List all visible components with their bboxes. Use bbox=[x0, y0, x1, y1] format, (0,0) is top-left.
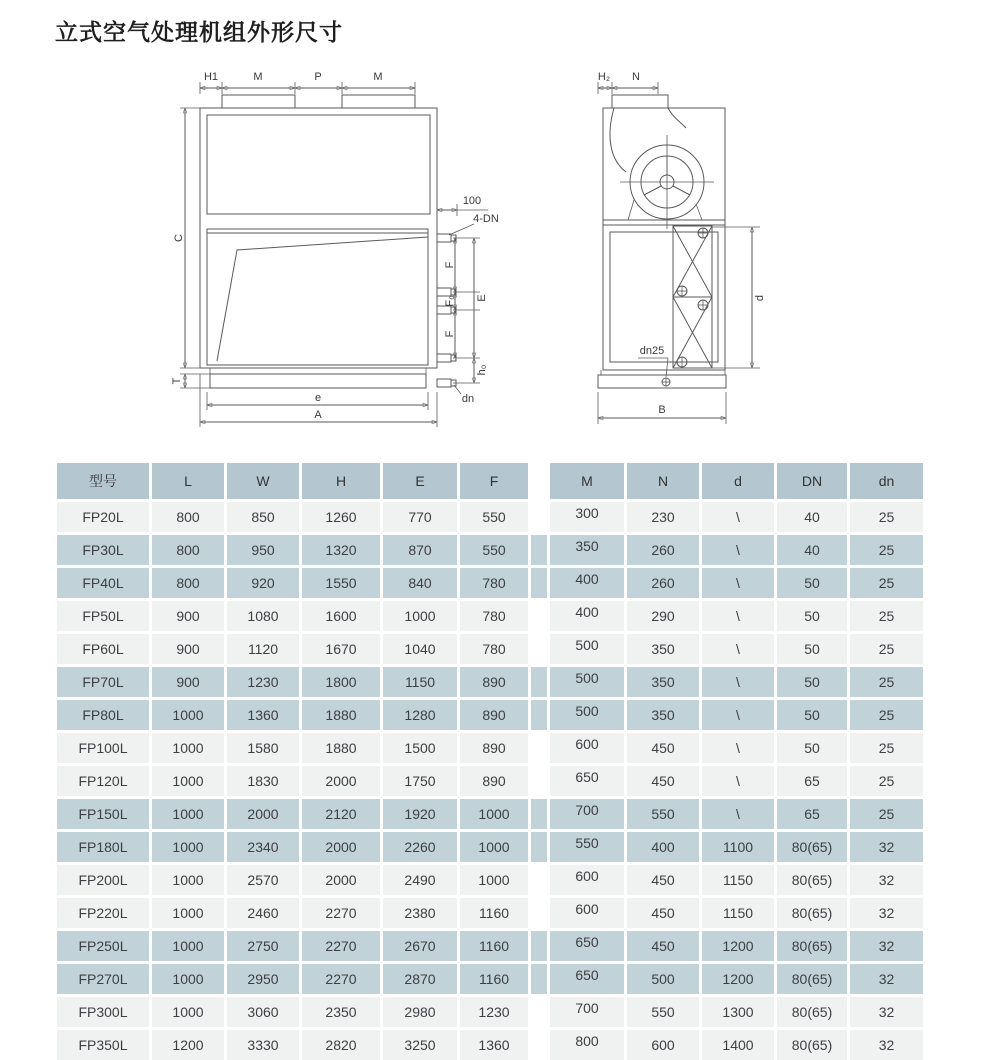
dim-label-m-right: M bbox=[373, 71, 383, 83]
value-cell: 1000 bbox=[383, 601, 457, 631]
value-cell: \ bbox=[702, 766, 774, 796]
value-cell: 800 bbox=[152, 502, 224, 532]
value-cell: 1000 bbox=[152, 766, 224, 796]
value-cell: 25 bbox=[850, 601, 923, 631]
value-cell: 700 bbox=[550, 997, 624, 1027]
value-cell: 25 bbox=[850, 799, 923, 829]
value-cell: 1150 bbox=[383, 667, 457, 697]
value-cell: 500 bbox=[550, 700, 624, 730]
dim-e-A bbox=[200, 374, 437, 427]
value-cell: 1000 bbox=[152, 733, 224, 763]
coil-column bbox=[673, 226, 712, 368]
value-cell: 2870 bbox=[383, 964, 457, 994]
value-cell: 50 bbox=[777, 634, 847, 664]
dim-label-4dn: 4-DN bbox=[473, 213, 499, 225]
table-row bbox=[57, 865, 923, 895]
value-cell: 890 bbox=[460, 667, 528, 697]
upper-panel bbox=[207, 115, 430, 214]
value-cell: 1000 bbox=[152, 832, 224, 862]
value-cell: 890 bbox=[460, 700, 528, 730]
value-cell: 350 bbox=[627, 634, 699, 664]
dim-label-t: T bbox=[171, 377, 183, 385]
base-channel bbox=[210, 368, 426, 388]
value-cell: 1000 bbox=[152, 799, 224, 829]
value-cell: 900 bbox=[152, 667, 224, 697]
value-cell: \ bbox=[702, 733, 774, 763]
dim-label-f-bottom: F bbox=[444, 330, 456, 338]
value-cell: 1000 bbox=[460, 832, 528, 862]
value-cell: 50 bbox=[777, 700, 847, 730]
dim-label-b: B bbox=[658, 404, 666, 416]
value-cell: 2270 bbox=[302, 898, 380, 928]
value-cell: 840 bbox=[383, 568, 457, 598]
value-cell: 32 bbox=[850, 898, 923, 928]
value-cell: 1000 bbox=[460, 799, 528, 829]
value-cell: 32 bbox=[850, 964, 923, 994]
value-cell: \ bbox=[702, 502, 774, 532]
model-cell: FP100L bbox=[57, 733, 149, 763]
column-gap bbox=[531, 832, 547, 862]
value-cell: 450 bbox=[627, 898, 699, 928]
model-cell: FP300L bbox=[57, 997, 149, 1027]
value-cell: \ bbox=[702, 667, 774, 697]
value-cell: 550 bbox=[460, 535, 528, 565]
value-cell: 50 bbox=[777, 568, 847, 598]
value-cell: 260 bbox=[627, 535, 699, 565]
value-cell: 350 bbox=[550, 535, 624, 565]
value-cell: 1600 bbox=[302, 601, 380, 631]
value-cell: 1200 bbox=[702, 964, 774, 994]
dim-label-f0: F₀ bbox=[444, 295, 456, 307]
value-cell: 1000 bbox=[152, 997, 224, 1027]
value-cell: 2270 bbox=[302, 931, 380, 961]
value-cell: 2350 bbox=[302, 997, 380, 1027]
value-cell: 2000 bbox=[302, 766, 380, 796]
value-cell: 2490 bbox=[383, 865, 457, 895]
dim-label-d: d bbox=[754, 294, 766, 302]
value-cell: 600 bbox=[550, 898, 624, 928]
value-cell: 2340 bbox=[227, 832, 299, 862]
value-cell: 300 bbox=[550, 502, 624, 532]
column-header-H: H bbox=[302, 463, 380, 499]
value-cell: 450 bbox=[627, 865, 699, 895]
dim-label-f-top: F bbox=[444, 261, 456, 269]
value-cell: 1150 bbox=[702, 898, 774, 928]
table-row bbox=[57, 931, 923, 961]
model-cell: FP30L bbox=[57, 535, 149, 565]
value-cell: 780 bbox=[460, 601, 528, 631]
value-cell: 80(65) bbox=[777, 1030, 847, 1060]
table-row bbox=[57, 799, 923, 829]
column-gap bbox=[531, 799, 547, 829]
value-cell: 2000 bbox=[302, 865, 380, 895]
value-cell: 870 bbox=[383, 535, 457, 565]
value-cell: 1360 bbox=[460, 1030, 528, 1060]
column-gap bbox=[531, 502, 547, 532]
damper-line bbox=[217, 237, 428, 361]
dim-label-c: C bbox=[173, 234, 185, 242]
value-cell: 1000 bbox=[460, 865, 528, 895]
value-cell: 25 bbox=[850, 634, 923, 664]
column-gap bbox=[531, 601, 547, 631]
value-cell: 1400 bbox=[702, 1030, 774, 1060]
value-cell: 400 bbox=[550, 568, 624, 598]
value-cell: 32 bbox=[850, 865, 923, 895]
callout-dn bbox=[454, 385, 474, 405]
value-cell: 40 bbox=[777, 502, 847, 532]
top-flange-left bbox=[222, 95, 295, 108]
dim-F-chain bbox=[444, 238, 480, 358]
value-cell: 1280 bbox=[383, 700, 457, 730]
value-cell: 1000 bbox=[152, 931, 224, 961]
dim-label-e-cap: E bbox=[476, 294, 488, 302]
value-cell: 700 bbox=[550, 799, 624, 829]
table-row bbox=[57, 832, 923, 862]
top-dimension-chain bbox=[200, 71, 415, 94]
table-row bbox=[57, 733, 923, 763]
model-cell: FP150L bbox=[57, 799, 149, 829]
value-cell: 1120 bbox=[227, 634, 299, 664]
value-cell: 1000 bbox=[152, 964, 224, 994]
value-cell: 1260 bbox=[302, 502, 380, 532]
value-cell: 1160 bbox=[460, 964, 528, 994]
value-cell: 1160 bbox=[460, 898, 528, 928]
column-header-M: M bbox=[550, 463, 624, 499]
value-cell: \ bbox=[702, 634, 774, 664]
table-row bbox=[57, 568, 923, 598]
value-cell: 2000 bbox=[302, 832, 380, 862]
value-cell: 550 bbox=[627, 799, 699, 829]
value-cell: 3330 bbox=[227, 1030, 299, 1060]
value-cell: 450 bbox=[627, 733, 699, 763]
column-gap bbox=[531, 898, 547, 928]
value-cell: 2460 bbox=[227, 898, 299, 928]
column-gap bbox=[531, 634, 547, 664]
value-cell: 400 bbox=[550, 601, 624, 631]
dim-T bbox=[171, 374, 210, 388]
model-cell: FP180L bbox=[57, 832, 149, 862]
column-gap bbox=[531, 667, 547, 697]
value-cell: 2950 bbox=[227, 964, 299, 994]
table-row bbox=[57, 766, 923, 796]
value-cell: \ bbox=[702, 601, 774, 631]
value-cell: 32 bbox=[850, 832, 923, 862]
value-cell: 1580 bbox=[227, 733, 299, 763]
dim-label-h0: h₀ bbox=[476, 364, 488, 376]
value-cell: 890 bbox=[460, 733, 528, 763]
column-gap bbox=[531, 964, 547, 994]
column-gap bbox=[531, 865, 547, 895]
value-cell: 2980 bbox=[383, 997, 457, 1027]
value-cell: 3250 bbox=[383, 1030, 457, 1060]
value-cell: 1830 bbox=[227, 766, 299, 796]
value-cell: 80(65) bbox=[777, 865, 847, 895]
value-cell: 2260 bbox=[383, 832, 457, 862]
column-gap bbox=[531, 1030, 547, 1060]
value-cell: 50 bbox=[777, 667, 847, 697]
table-header bbox=[57, 463, 923, 499]
column-header-E: E bbox=[383, 463, 457, 499]
fan bbox=[610, 108, 714, 229]
value-cell: 65 bbox=[777, 799, 847, 829]
value-cell: 650 bbox=[550, 931, 624, 961]
value-cell: 1000 bbox=[152, 898, 224, 928]
value-cell: 80(65) bbox=[777, 898, 847, 928]
value-cell: 40 bbox=[777, 535, 847, 565]
column-gap bbox=[531, 997, 547, 1027]
column-gap bbox=[531, 931, 547, 961]
cabinet-outline bbox=[200, 108, 437, 368]
pipe-stubs bbox=[437, 234, 456, 387]
value-cell: \ bbox=[702, 799, 774, 829]
value-cell: 1100 bbox=[702, 832, 774, 862]
value-cell: 1040 bbox=[383, 634, 457, 664]
value-cell: 350 bbox=[627, 667, 699, 697]
value-cell: 80(65) bbox=[777, 997, 847, 1027]
column-header-L: L bbox=[152, 463, 224, 499]
value-cell: 900 bbox=[152, 634, 224, 664]
model-cell: FP120L bbox=[57, 766, 149, 796]
value-cell: 500 bbox=[627, 964, 699, 994]
page-title: 立式空气处理机组外形尺寸 bbox=[55, 19, 343, 45]
dim-label-e: e bbox=[314, 392, 322, 404]
value-cell: 2670 bbox=[383, 931, 457, 961]
model-cell: FP60L bbox=[57, 634, 149, 664]
value-cell: 780 bbox=[460, 568, 528, 598]
value-cell: 25 bbox=[850, 733, 923, 763]
column-gap bbox=[531, 766, 547, 796]
dimensions-table bbox=[54, 460, 926, 1060]
model-cell: FP80L bbox=[57, 700, 149, 730]
column-header-F: F bbox=[460, 463, 528, 499]
value-cell: 1300 bbox=[702, 997, 774, 1027]
value-cell: 780 bbox=[460, 634, 528, 664]
column-gap bbox=[531, 535, 547, 565]
value-cell: 1000 bbox=[152, 865, 224, 895]
value-cell: 1200 bbox=[152, 1030, 224, 1060]
value-cell: 50 bbox=[777, 601, 847, 631]
column-gap bbox=[531, 463, 547, 499]
value-cell: 1750 bbox=[383, 766, 457, 796]
side-flange bbox=[612, 95, 668, 108]
value-cell: 1360 bbox=[227, 700, 299, 730]
value-cell: 850 bbox=[227, 502, 299, 532]
dim-d bbox=[712, 227, 766, 368]
value-cell: 2380 bbox=[383, 898, 457, 928]
table-row bbox=[57, 964, 923, 994]
table-row bbox=[57, 634, 923, 664]
value-cell: 920 bbox=[227, 568, 299, 598]
dim-B bbox=[598, 392, 726, 424]
column-gap bbox=[531, 700, 547, 730]
model-cell: FP50L bbox=[57, 601, 149, 631]
value-cell: 900 bbox=[152, 601, 224, 631]
value-cell: 600 bbox=[627, 1030, 699, 1060]
column-header-型号: 型号 bbox=[57, 463, 149, 499]
table-row bbox=[57, 898, 923, 928]
table-row bbox=[57, 997, 923, 1027]
dim-H2-N bbox=[598, 71, 658, 94]
value-cell: \ bbox=[702, 700, 774, 730]
front-view-diagram bbox=[158, 62, 503, 444]
value-cell: 1150 bbox=[702, 865, 774, 895]
model-cell: FP20L bbox=[57, 502, 149, 532]
value-cell: 2820 bbox=[302, 1030, 380, 1060]
column-header-N: N bbox=[627, 463, 699, 499]
value-cell: 25 bbox=[850, 700, 923, 730]
value-cell: 80(65) bbox=[777, 931, 847, 961]
column-gap bbox=[531, 733, 547, 763]
dim-label-m-left: M bbox=[253, 71, 263, 83]
value-cell: 1800 bbox=[302, 667, 380, 697]
value-cell: 600 bbox=[550, 733, 624, 763]
value-cell: 290 bbox=[627, 601, 699, 631]
value-cell: 2120 bbox=[302, 799, 380, 829]
value-cell: 32 bbox=[850, 931, 923, 961]
value-cell: 600 bbox=[550, 865, 624, 895]
value-cell: 25 bbox=[850, 766, 923, 796]
column-header-W: W bbox=[227, 463, 299, 499]
value-cell: 450 bbox=[627, 931, 699, 961]
table-row bbox=[57, 667, 923, 697]
value-cell: 25 bbox=[850, 502, 923, 532]
dim-label-100: 100 bbox=[462, 195, 482, 207]
dim-label-p: P bbox=[314, 71, 322, 83]
value-cell: 50 bbox=[777, 733, 847, 763]
table-row bbox=[57, 502, 923, 532]
value-cell: 1670 bbox=[302, 634, 380, 664]
value-cell: 800 bbox=[550, 1030, 624, 1060]
dim-E-h0 bbox=[453, 238, 488, 383]
value-cell: 65 bbox=[777, 766, 847, 796]
dim-label-h2: H₂ bbox=[597, 71, 611, 83]
model-cell: FP250L bbox=[57, 931, 149, 961]
value-cell: 1880 bbox=[302, 700, 380, 730]
callout-4dn bbox=[449, 213, 499, 235]
model-cell: FP200L bbox=[57, 865, 149, 895]
value-cell: 1080 bbox=[227, 601, 299, 631]
callout-dn25 bbox=[638, 345, 668, 377]
value-cell: 770 bbox=[383, 502, 457, 532]
table-row bbox=[57, 535, 923, 565]
value-cell: 890 bbox=[460, 766, 528, 796]
value-cell: 500 bbox=[550, 634, 624, 664]
value-cell: 400 bbox=[627, 832, 699, 862]
value-cell: 800 bbox=[152, 568, 224, 598]
column-header-DN: DN bbox=[777, 463, 847, 499]
value-cell: 500 bbox=[550, 667, 624, 697]
top-flange-right bbox=[342, 95, 415, 108]
value-cell: 1230 bbox=[460, 997, 528, 1027]
model-cell: FP70L bbox=[57, 667, 149, 697]
value-cell: 32 bbox=[850, 1030, 923, 1060]
column-header-d: d bbox=[702, 463, 774, 499]
value-cell: 950 bbox=[227, 535, 299, 565]
dim-label-a: A bbox=[314, 409, 322, 421]
value-cell: 230 bbox=[627, 502, 699, 532]
dim-label-dn25: dn25 bbox=[639, 345, 665, 357]
value-cell: 450 bbox=[627, 766, 699, 796]
value-cell: 260 bbox=[627, 568, 699, 598]
value-cell: 80(65) bbox=[777, 964, 847, 994]
value-cell: 1230 bbox=[227, 667, 299, 697]
table-row bbox=[57, 700, 923, 730]
value-cell: 350 bbox=[627, 700, 699, 730]
model-cell: FP350L bbox=[57, 1030, 149, 1060]
value-cell: \ bbox=[702, 535, 774, 565]
value-cell: 25 bbox=[850, 667, 923, 697]
value-cell: 2000 bbox=[227, 799, 299, 829]
value-cell: 25 bbox=[850, 535, 923, 565]
value-cell: 2570 bbox=[227, 865, 299, 895]
column-gap bbox=[531, 568, 547, 598]
value-cell: 1880 bbox=[302, 733, 380, 763]
value-cell: 1500 bbox=[383, 733, 457, 763]
value-cell: 550 bbox=[550, 832, 624, 862]
value-cell: 1000 bbox=[152, 700, 224, 730]
model-cell: FP40L bbox=[57, 568, 149, 598]
dim-label-n: N bbox=[632, 71, 640, 83]
value-cell: 1320 bbox=[302, 535, 380, 565]
value-cell: 1200 bbox=[702, 931, 774, 961]
dim-label-h1: H1 bbox=[203, 71, 219, 83]
value-cell: 1550 bbox=[302, 568, 380, 598]
value-cell: 550 bbox=[460, 502, 528, 532]
value-cell: 800 bbox=[152, 535, 224, 565]
value-cell: 650 bbox=[550, 964, 624, 994]
value-cell: \ bbox=[702, 568, 774, 598]
value-cell: 80(65) bbox=[777, 832, 847, 862]
column-header-dn: dn bbox=[850, 463, 923, 499]
side-base bbox=[598, 370, 726, 388]
table-row bbox=[57, 1030, 923, 1060]
dim-C bbox=[173, 108, 200, 368]
value-cell: 1920 bbox=[383, 799, 457, 829]
value-cell: 2750 bbox=[227, 931, 299, 961]
value-cell: 550 bbox=[627, 997, 699, 1027]
value-cell: 650 bbox=[550, 766, 624, 796]
side-cabinet-outline bbox=[603, 108, 725, 370]
model-cell: FP270L bbox=[57, 964, 149, 994]
value-cell: 1160 bbox=[460, 931, 528, 961]
value-cell: 3060 bbox=[227, 997, 299, 1027]
model-cell: FP220L bbox=[57, 898, 149, 928]
value-cell: 32 bbox=[850, 997, 923, 1027]
value-cell: 2270 bbox=[302, 964, 380, 994]
table-row bbox=[57, 601, 923, 631]
side-view-diagram bbox=[578, 62, 773, 444]
value-cell: 25 bbox=[850, 568, 923, 598]
dim-label-dn: dn bbox=[461, 393, 475, 405]
